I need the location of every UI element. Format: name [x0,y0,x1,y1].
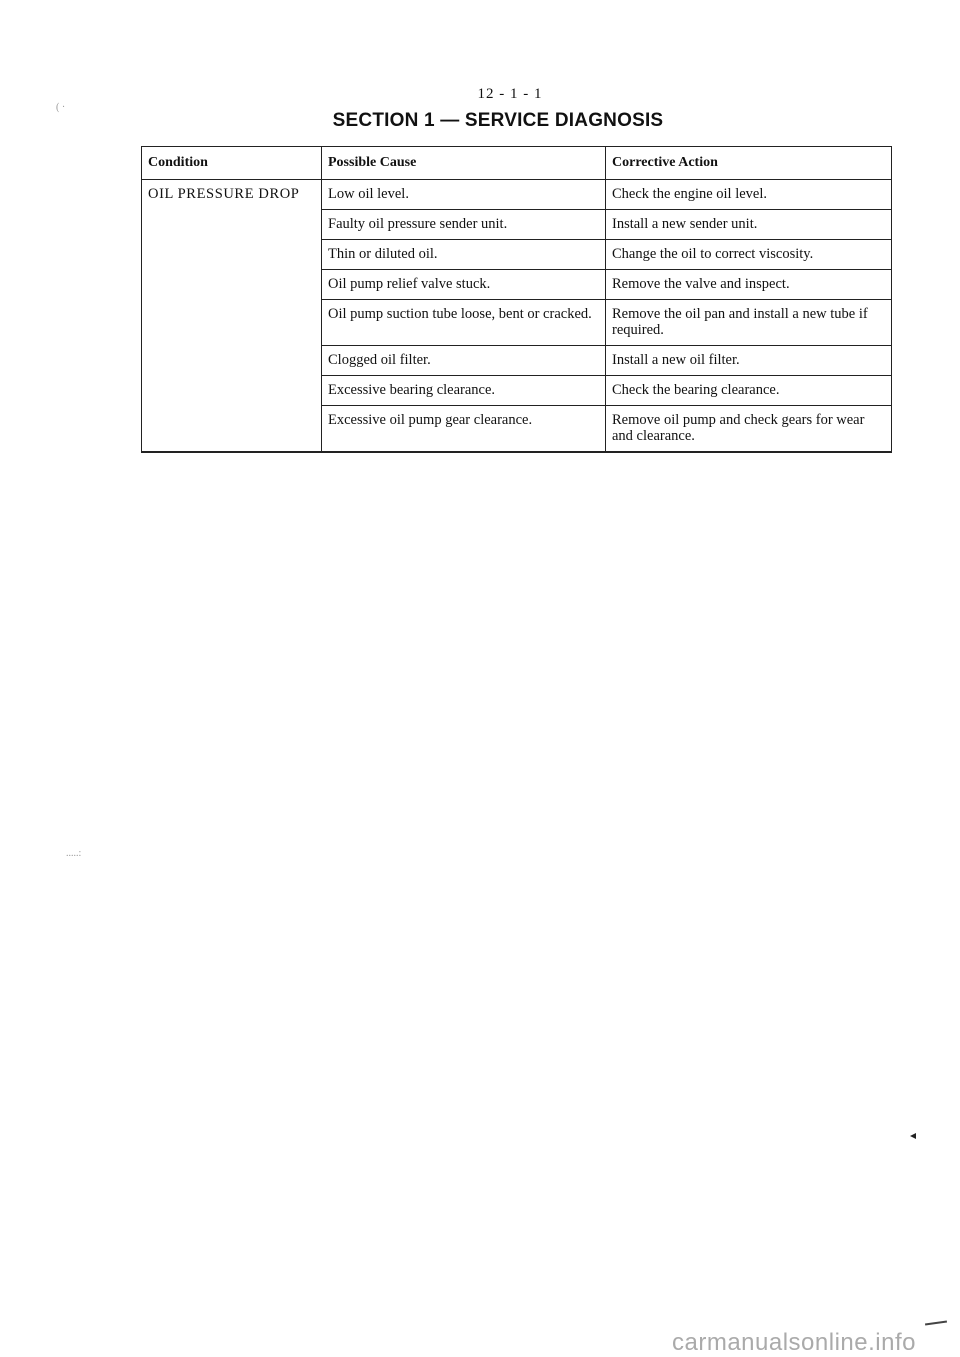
cause-cell: Low oil level. [322,180,606,210]
cause-cell: Oil pump suction tube loose, bent or cracked. [322,300,606,346]
action-cell: Install a new oil filter. [606,346,892,376]
table-row [142,180,892,210]
margin-arrow-icon [910,1133,916,1139]
cause-cell: Oil pump relief valve stuck. [322,270,606,300]
watermark: carmanualsonline.info [672,1329,916,1356]
header-possible-cause: Possible Cause [322,147,606,180]
scan-dash [925,1320,947,1325]
page-number: 12 - 1 - 1 [477,86,543,102]
scan-speck: .....: [66,848,82,859]
diagnosis-table [141,146,892,453]
header-corrective-action: Corrective Action [606,147,892,180]
cause-cell: Excessive bearing clearance. [322,376,606,406]
action-cell: Remove the valve and inspect. [606,270,892,300]
header-condition: Condition [142,147,322,180]
section-title: SECTION 1 — SERVICE DIAGNOSIS [332,110,664,131]
cause-cell: Faulty oil pressure sender unit. [322,210,606,240]
cause-cell: Excessive oil pump gear clearance. [322,406,606,453]
scan-speck: ( · [56,102,66,113]
table-header-row [142,147,892,180]
action-cell: Remove oil pump and check gears for wear and clearance. [606,406,892,453]
cause-cell: Thin or diluted oil. [322,240,606,270]
condition-cell: OIL PRESSURE DROP [142,180,322,453]
action-cell: Install a new sender unit. [606,210,892,240]
action-cell: Change the oil to correct viscosity. [606,240,892,270]
action-cell: Remove the oil pan and install a new tube if required. [606,300,892,346]
action-cell: Check the engine oil level. [606,180,892,210]
action-cell: Check the bearing clearance. [606,376,892,406]
cause-cell: Clogged oil filter. [322,346,606,376]
